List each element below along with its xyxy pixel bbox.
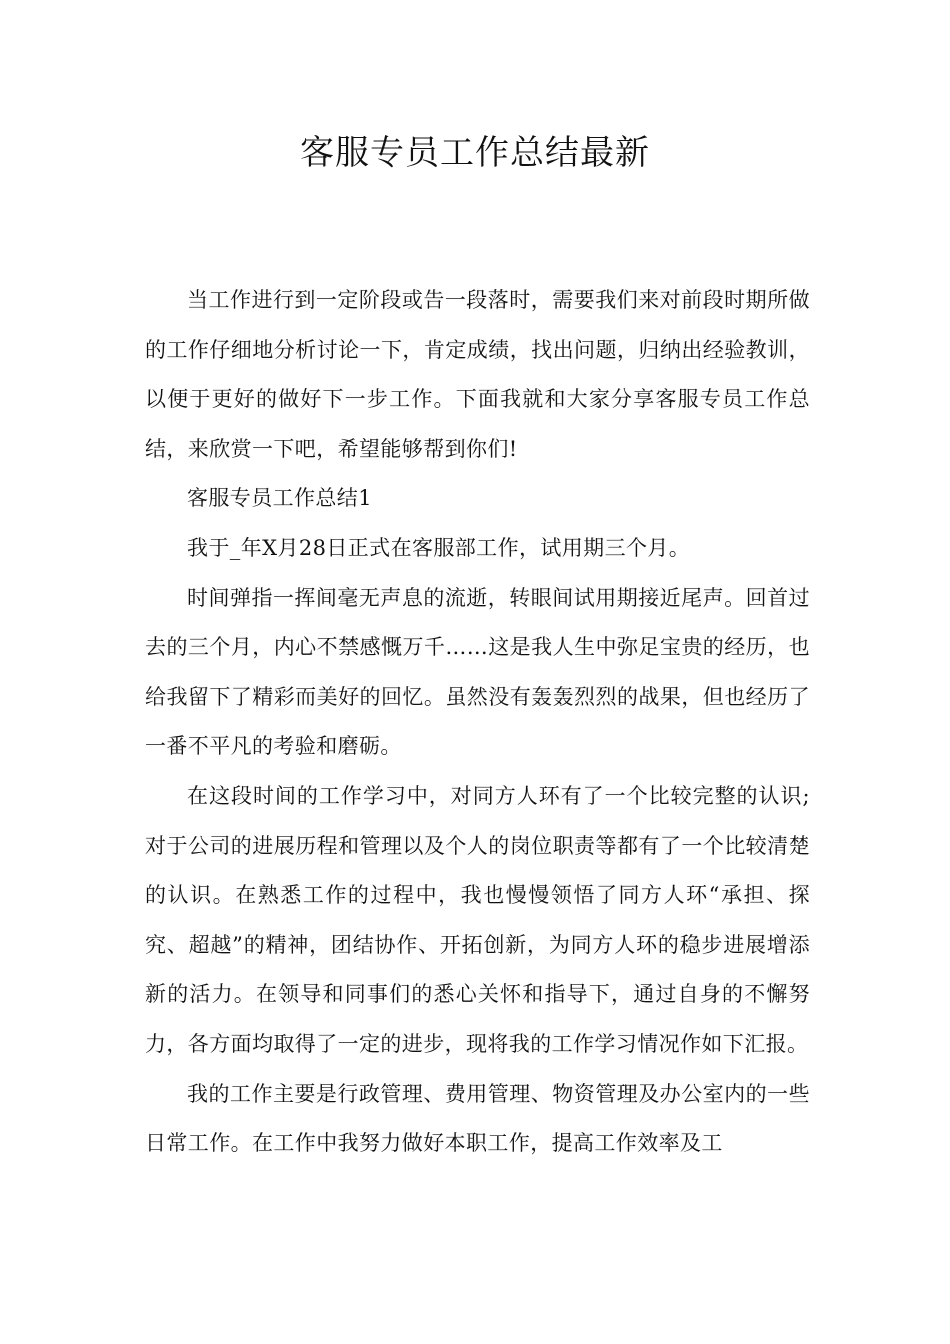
paragraph-intro: 当工作进行到一定阶段或告一段落时，需要我们来对前段时期所做的工作仔细地分析讨论一下，肯定成绩，找出问题，归纳出经验教训，以便于更好的做好下一步工作。下面我就和大家分享客服专员工作总结，来欣赏一下吧，希望能够帮到你们!	[145, 288, 810, 461]
section-heading: 客服专员工作总结1	[187, 486, 372, 511]
paragraph-understanding: 在这段时间的工作学习中，对同方人环有了一个比较完整的认识;对于公司的进展历程和管理以及个人的岗位职责等都有了一个比较清楚的认识。在熟悉工作的过程中，我也慢慢领悟了同方人环“承担、探究、超越”的精神，团结协作、开拓创新，为同方人环的稳步进展增添新的活力。在领导和同事们的悉心关怀和指导下，通过自身的不懈努力，各方面均取得了一定的进步，现将我的工作学习情况作如下汇报。	[145, 783, 810, 1056]
paragraph-start-date: 我于_年X月28日正式在客服部工作，试用期三个月。	[187, 535, 691, 560]
paragraph-duties: 我的工作主要是行政管理、费用管理、物资管理及办公室内的一些日常工作。在工作中我努力做好本职工作，提高工作效率及工	[145, 1081, 810, 1156]
paragraph-reflection: 时间弹指一挥间毫无声息的流逝，转眼间试用期接近尾声。回首过去的三个月，内心不禁感慨万千……这是我人生中弥足宝贵的经历，也给我留下了精彩而美好的回忆。虽然没有轰轰烈烈的战果，但也经历了一番不平凡的考验和磨砺。	[145, 585, 810, 759]
document-title: 客服专员工作总结最新	[300, 133, 650, 173]
document-body	[145, 276, 810, 1169]
